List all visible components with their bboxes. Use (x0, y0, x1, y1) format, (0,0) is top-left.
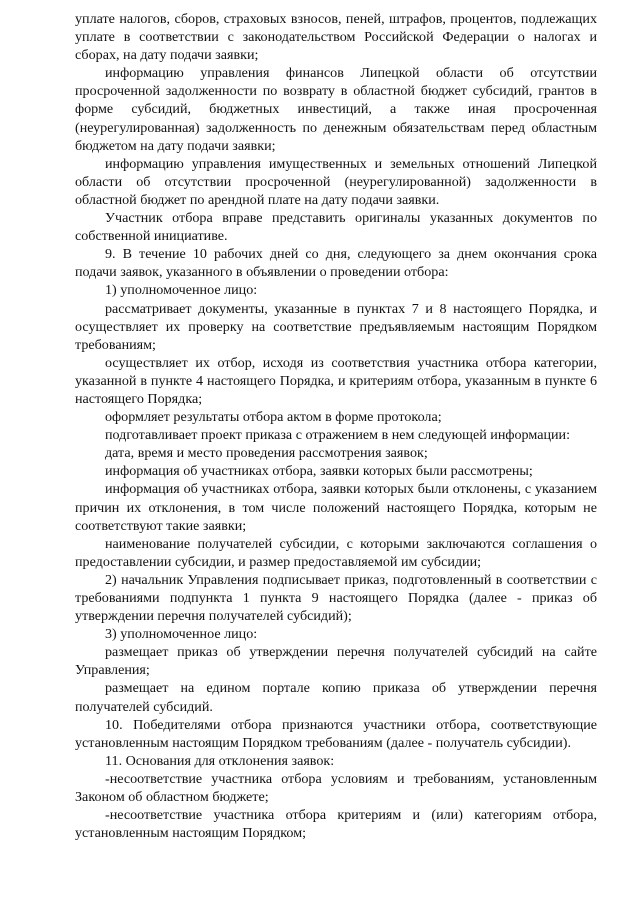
paragraph-sub-3: 3) уполномоченное лицо: (105, 626, 258, 643)
paragraph-item-9: 9. В течение 10 рабочих дней со дня, следующего за днем окончания срока подачи заявок, указанного в объявлении о проведении отбора: (75, 246, 597, 281)
paragraph-selection: осуществляет их отбор, исходя из соответствия участника отбора категории, указанной в пункте 4 настоящего Порядка, и критериям отбора, указанным в пункте 6 настоящего Порядка; (75, 354, 597, 407)
document-page (75, 10, 597, 842)
paragraph-recipients: наименование получателей субсидии, с которыми заключаются соглашения о предоставлении субсидии, и размер предоставляемой им субсидии; (75, 535, 597, 570)
paragraph-publish-portal: размещает на едином портале копию приказа об утверждении перечня получателей субсидий. (75, 680, 597, 715)
paragraph-protocol: оформляет результаты отбора актом в форме протокола; (105, 409, 442, 426)
paragraph-draft-order: подготавливает проект приказа с отражением в нем следующей информации: (105, 427, 570, 444)
paragraph-item-10: 10. Победителями отбора признаются участники отбора, соответствующие установленным настоящим Порядком требованиям (далее - получатель субсидии). (75, 716, 597, 751)
paragraph-sub-2: 2) начальник Управления подписывает приказ, подготовленный в соответствии с требованиями подпункта 1 пункта 9 настоящего Порядка (далее - приказ об утверждении перечня получателей субсидий); (75, 571, 597, 625)
paragraph-reviewed: информация об участниках отбора, заявки которых были рассмотрены; (105, 463, 533, 480)
paragraph-tax-continuation: уплате налогов, сборов, страховых взносов, пеней, штрафов, процентов, подлежащих уплате в соответствии с законодательством Российской Федерации о налогах и сборах, на дату подачи заявки; (75, 11, 597, 64)
paragraph-reviews-documents: рассматривает документы, указанные в пунктах 7 и 8 настоящего Порядка, и осуществляет их проверку на соответствие предъявляемым настоящим Порядком требованиям; (75, 300, 597, 353)
paragraph-originals: Участник отбора вправе представить оригиналы указанных документов по собственной инициативе. (75, 210, 597, 245)
paragraph-mismatch-criteria: -несоответствие участника отбора критериям и (или) категориям отбора, установленным настоящим Порядком; (75, 807, 597, 842)
paragraph-finance-info: информацию управления финансов Липецкой области об отсутствии просроченной задолженности по возврату в областной бюджет субсидий, грантов в форме субсидий, бюджетных инвестиций, а также иная просроченная (неурегулированная) задолженность по денежным обязательствам перед областным бюджетом на дату подачи заявки; (75, 65, 597, 154)
paragraph-sub-1: 1) уполномоченное лицо: (105, 282, 258, 299)
paragraph-mismatch-conditions: -несоответствие участника отбора условиям и требованиям, установленным Законом об областном бюджете; (75, 770, 597, 806)
paragraph-item-11: 11. Основания для отклонения заявок: (105, 752, 335, 769)
paragraph-publish-site: размещает приказ об утверждении перечня получателей субсидий на сайте Управления; (75, 644, 597, 679)
paragraph-date-time: дата, время и место проведения рассмотрения заявок; (105, 445, 428, 462)
paragraph-property-info: информацию управления имущественных и земельных отношений Липецкой области об отсутствии просроченной (неурегулированной) задолженности в областной бюджет по арендной плате на дату подачи заявки. (75, 155, 597, 208)
paragraph-rejected: информация об участниках отбора, заявки которых были отклонены, с указанием причин их отклонения, в том числе положений настоящего Порядка, которым не соответствуют такие заявки; (75, 481, 597, 534)
